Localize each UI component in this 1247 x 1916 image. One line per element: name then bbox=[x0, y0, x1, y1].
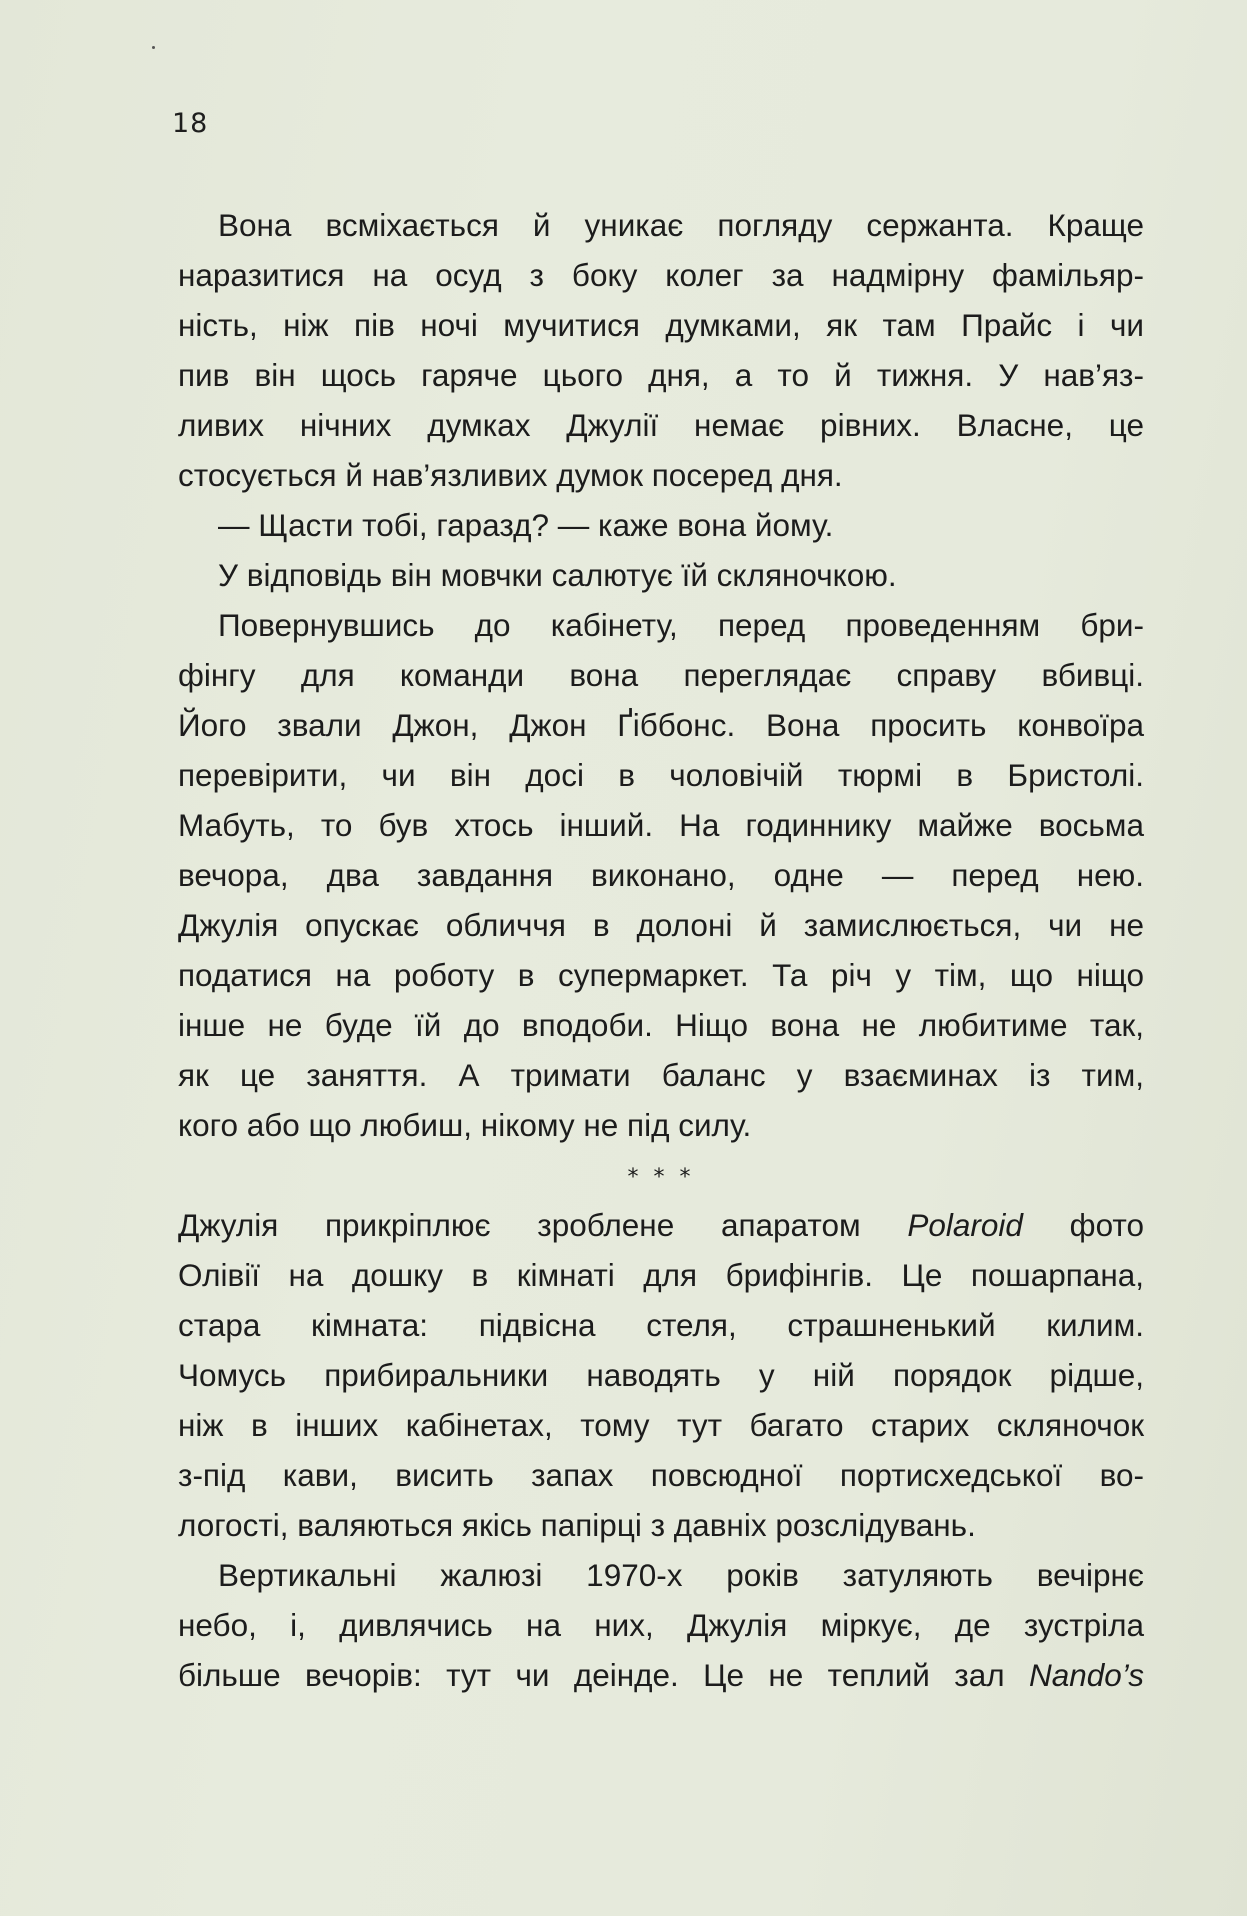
text-line: податися на роботу в супермаркет. Та річ у тім, що ніщо bbox=[178, 957, 1144, 993]
text-line: Олівії на дошку в кімнаті для брифінгів. Це пошарпана, bbox=[178, 1257, 1144, 1293]
text-line: ність, ніж пів ночі мучитися думками, як там Прайс і чи bbox=[178, 307, 1144, 343]
text-line: з-під кави, висить запах повсюдної портисхедської во- bbox=[178, 1457, 1144, 1493]
page-number: 18 bbox=[172, 108, 209, 139]
body-text bbox=[178, 200, 1144, 1700]
text-line: — Щасти тобі, гаразд? — каже вона йому. bbox=[218, 507, 834, 543]
text-line: ливих нічних думках Джулії немає рівних. Власне, це bbox=[178, 407, 1144, 443]
text-line: фінгу для команди вона переглядає справу вбивці. bbox=[178, 657, 1144, 693]
text-line: вечора, два завдання виконано, одне — перед нею. bbox=[178, 857, 1144, 893]
text-line: ніж в інших кабінетах, тому тут багато старих скляночок bbox=[178, 1407, 1144, 1443]
text-fragment: більше вечорів: тут чи деінде. Це не теплий зал bbox=[178, 1657, 1029, 1693]
text-fragment: фото bbox=[1022, 1207, 1144, 1243]
text-line: Його звали Джон, Джон Ґіббонс. Вона просить конвоїра bbox=[178, 707, 1144, 743]
text-line: Мабуть, то був хтось інший. На годиннику майже восьма bbox=[178, 807, 1144, 843]
italic-brand-nandos: Nando’s bbox=[1028, 1657, 1144, 1693]
text-line: Чомусь прибиральники наводять у ній порядок рідше, bbox=[178, 1357, 1144, 1393]
paper-speck bbox=[152, 46, 155, 49]
text-line: Джулія опускає обличчя в долоні й замислюється, чи не bbox=[178, 907, 1144, 943]
italic-brand-polaroid: Polaroid bbox=[907, 1207, 1023, 1243]
text-line: небо, і, дивлячись на них, Джулія міркує, де зустріла bbox=[178, 1607, 1144, 1643]
text-line: кого або що любиш, нікому не під силу. bbox=[178, 1107, 752, 1143]
text-line bbox=[178, 1200, 1144, 1250]
text-line: логості, валяються якісь папірці з давніх розслідувань. bbox=[178, 1507, 976, 1543]
text-line: Вона всміхається й уникає погляду сержанта. Краще bbox=[218, 207, 1144, 243]
text-line: Вертикальні жалюзі 1970-х років затуляють вечірнє bbox=[218, 1557, 1144, 1593]
text-line: стосується й нав’язливих думок посеред дня. bbox=[178, 457, 843, 493]
text-fragment: Джулія прикріплює зроблене апаратом bbox=[178, 1207, 908, 1243]
text-line: пив він щось гаряче цього дня, а то й тижня. У нав’яз- bbox=[178, 357, 1144, 393]
text-line: інше не буде їй до вподоби. Ніщо вона не любитиме так, bbox=[178, 1007, 1144, 1043]
text-line: У відповідь він мовчки салютує їй скляночкою. bbox=[218, 557, 897, 593]
text-line: стара кімната: підвісна стеля, страшненький килим. bbox=[178, 1307, 1144, 1343]
text-line bbox=[178, 1650, 1144, 1700]
text-line: Повернувшись до кабінету, перед проведенням бри- bbox=[218, 607, 1144, 643]
text-line: перевірити, чи він досі в чоловічій тюрмі в Бристолі. bbox=[178, 757, 1144, 793]
text-line: як це заняття. А тримати баланс у взаєминах із тим, bbox=[178, 1057, 1144, 1093]
text-line: наразитися на осуд з боку колег за надмірну фамільяр- bbox=[178, 257, 1144, 293]
section-separator: * * * bbox=[627, 1165, 695, 1190]
